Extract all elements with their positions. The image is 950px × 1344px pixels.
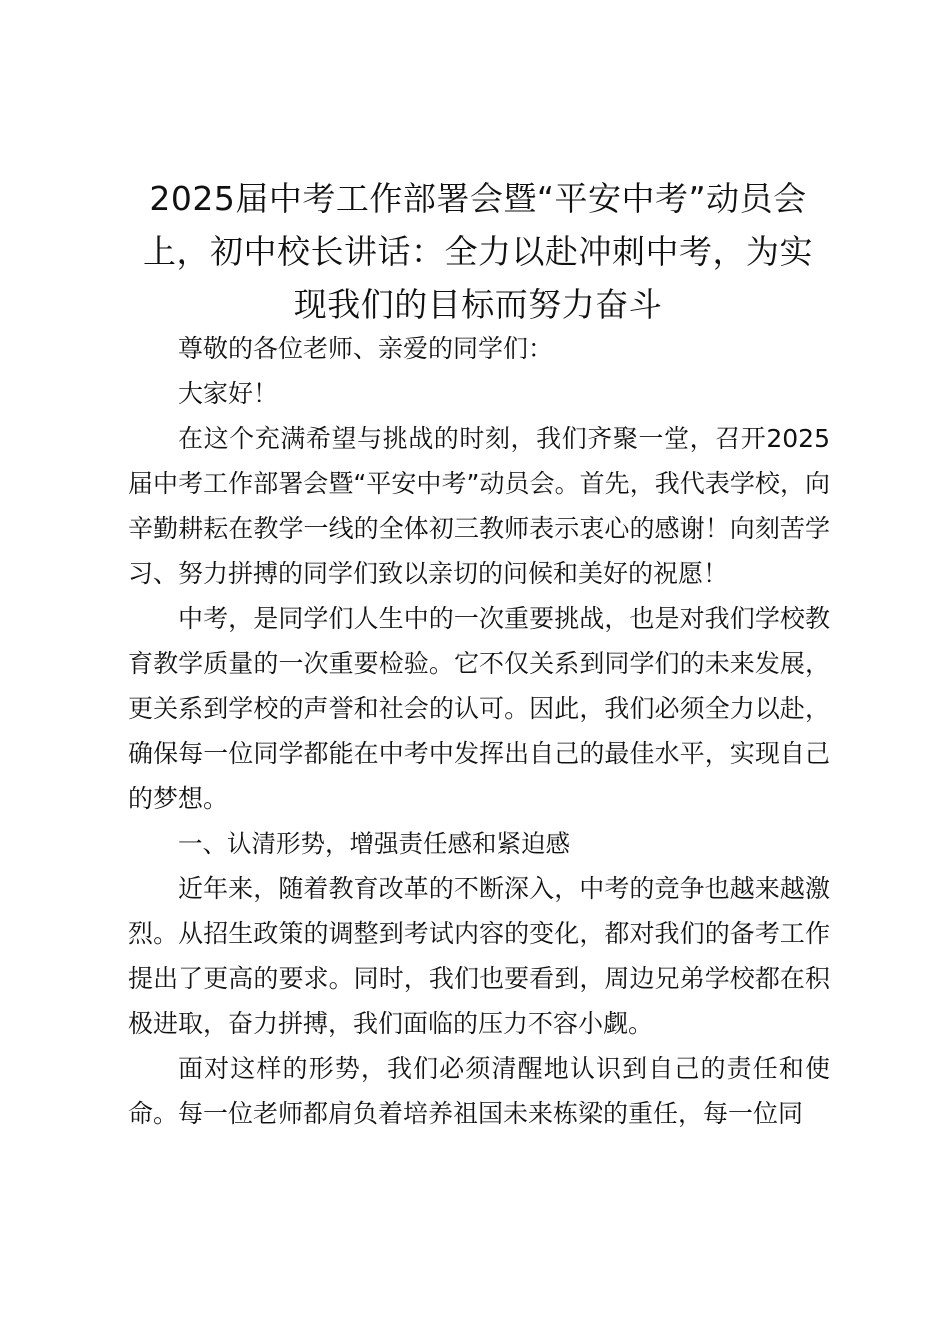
paragraph: 近年来，随着教育改革的不断深入，中考的竞争也越来越激烈。从招生政策的调整到考试内容的变化，都对我们的备考工作提出了更高的要求。同时，我们也要看到，周边兄弟学校都在积极进取，奋力拼搏，我们面临的压力不容小觑。 — [128, 874, 830, 1038]
paragraph: 面对这样的形势，我们必须清醒地认识到自己的责任和使命。每一位老师都肩负着培养祖国未来栋梁的重任，每一位同 — [128, 1054, 830, 1128]
document-title: 2025届中考工作部署会暨“平安中考”动员会上，初中校长讲话：全力以赴冲刺中考，为实现我们的目标而努力奋斗 — [143, 179, 813, 324]
document-body — [128, 326, 830, 1136]
salutation: 尊敬的各位老师、亲爱的同学们： — [178, 334, 554, 363]
paragraph: 在这个充满希望与挑战的时刻，我们齐聚一堂，召开2025届中考工作部署会暨“平安中考”动员会。首先，我代表学校，向辛勤耕耘在教学一线的全体初三教师表示衷心的感谢！向刻苦学习、努力拼搏的同学们致以亲切的问候和美好的祝愿！ — [128, 424, 830, 588]
paragraph: 中考，是同学们人生中的一次重要挑战，也是对我们学校教育教学质量的一次重要检验。它不仅关系到同学们的未来发展，更关系到学校的声誉和社会的认可。因此，我们必须全力以赴，确保每一位同学都能在中考中发挥出自己的最佳水平，实现自己的梦想。 — [128, 604, 830, 813]
section-heading: 一、认清形势，增强责任感和紧迫感 — [178, 829, 570, 858]
greeting: 大家好！ — [178, 379, 279, 408]
